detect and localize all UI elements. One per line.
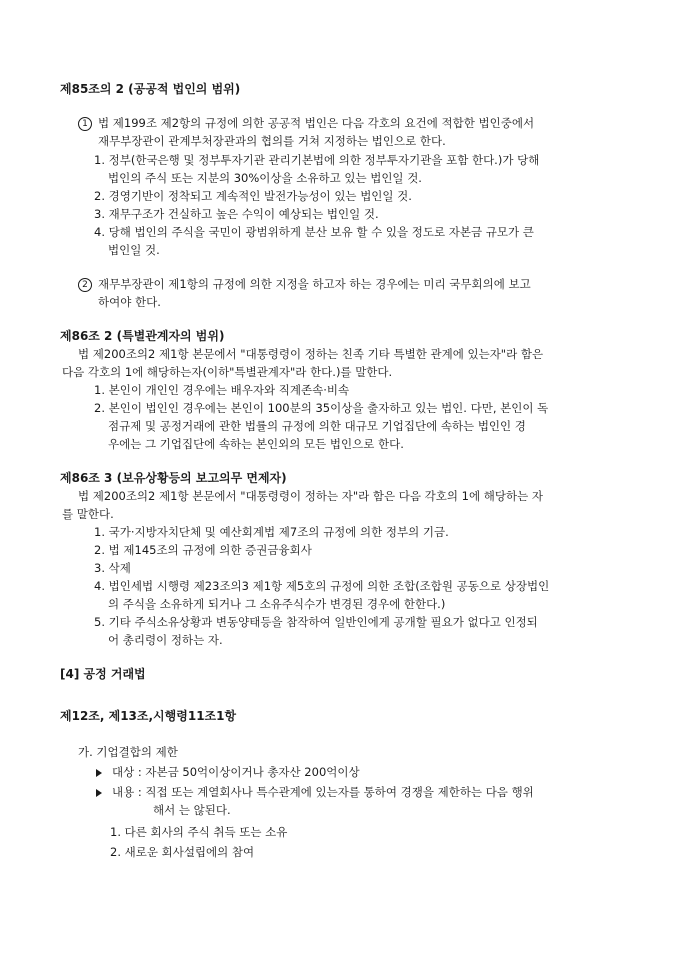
circled-number-2: 2 bbox=[78, 278, 92, 292]
list-item-1-cont: 법인의 주식 또는 지분의 30%이상을 소유하고 있는 법인일 것. bbox=[108, 171, 422, 185]
list-item-4-cont: 법인일 것. bbox=[108, 243, 160, 257]
list-item-3: 3. 재무구조가 건실하고 높은 수익이 예상되는 법인일 것. bbox=[94, 207, 379, 221]
list-item-1: 1. 본인이 개인인 경우에는 배우자와 직계존속·비속 bbox=[94, 383, 350, 397]
article-86-3-title: 제86조 3 (보유상황등의 보고의무 면제자) bbox=[60, 471, 287, 485]
paragraph-2-cont: 하여야 한다. bbox=[98, 295, 161, 309]
list-item-4: 4. 당해 법인의 주식을 국민이 광범위하게 분산 보유 할 수 있을 정도로 자본금 규모가 큰 bbox=[94, 225, 534, 239]
paragraph-1-cont: 재무부장관이 관계부처장관과의 협의를 거쳐 지정하는 법인으로 한다. bbox=[98, 134, 446, 148]
list-item-2: 2. 경영기반이 정착되고 계속적인 발전가능성이 있는 법인일 것. bbox=[94, 189, 412, 203]
numbered-item-2: 2. 새로운 회사설립에의 참여 bbox=[110, 845, 255, 859]
paragraph-1: 1 법 제199조 제2항의 규정에 의한 공공적 법인은 다음 각호의 요건에 적합한 법인중에서 bbox=[78, 114, 534, 132]
triangle-bullet-icon bbox=[96, 769, 102, 777]
list-item-2: 2. 본인이 법인인 경우에는 본인이 100분의 35이상을 출자하고 있는 법인. 다만, 본인이 독 bbox=[94, 401, 549, 415]
list-item-2-cont: 점규제 및 공정거래에 관한 법률의 규정에 의한 대규모 기업집단에 속하는 법인인 경 bbox=[108, 419, 526, 433]
list-item-4-cont: 의 주식을 소유하게 되거나 그 소유주식수가 변경된 경우에 한한다.) bbox=[108, 597, 446, 611]
list-item-2-cont: 우에는 그 기업집단에 속하는 본인외의 모든 법인으로 한다. bbox=[108, 437, 404, 451]
numbered-item-1: 1. 다른 회사의 주식 취득 또는 소유 bbox=[110, 825, 288, 839]
list-item-5-cont: 어 총리령이 정하는 자. bbox=[108, 633, 223, 647]
bullet-item-2-cont: 해서 는 않된다. bbox=[153, 803, 231, 817]
article-86-3-line-2: 를 말한다. bbox=[62, 507, 114, 521]
article-85-2-title: 제85조의 2 (공공적 법인의 범위) bbox=[60, 82, 241, 96]
article-86-3-line-1: 법 제200조의2 제1항 본문에서 "대통령령이 정하는 자"라 함은 다음 각호의 1에 해당하는 자 bbox=[78, 489, 543, 503]
list-item-2: 2. 법 제145조의 규정에 의한 증권금융회사 bbox=[94, 543, 312, 557]
triangle-bullet-icon bbox=[96, 789, 102, 797]
circled-number-1: 1 bbox=[78, 117, 92, 131]
list-item-4: 4. 법인세법 시행령 제23조의3 제1항 제5호의 규정에 의한 조합(조합원 공동으로 상장법인 bbox=[94, 579, 550, 593]
list-item-3: 3. 삭제 bbox=[94, 561, 131, 575]
subsection-heading: 가. 기업결합의 제한 bbox=[78, 745, 178, 759]
article-86-2-line-2: 다음 각호의 1에 해당하는자(이하"특별관계자"라 한다.)를 말한다. bbox=[62, 365, 393, 379]
list-item-1: 1. 정부(한국은행 및 정부투자기관 관리기본법에 의한 정부투자기관을 포함 한다.)가 당해 bbox=[94, 153, 540, 167]
list-item-1: 1. 국가·지방자치단체 및 예산회계법 제7조의 규정에 의한 정부의 기금. bbox=[94, 525, 449, 539]
list-item-5: 5. 기타 주식소유상황과 변동양태등을 참작하여 일반인에게 공개할 필요가 없다고 인정되 bbox=[94, 615, 538, 629]
paragraph-2: 2 재무부장관이 제1항의 규정에 의한 지정을 하고자 하는 경우에는 미리 국무회의에 보고 bbox=[78, 275, 531, 293]
section-4-title: [4] 공정 거래법 bbox=[60, 667, 146, 681]
bullet-item-2: 내용 : 직접 또는 계열회사나 특수관계에 있는자를 통하여 경쟁을 제한하는 다음 행위 bbox=[96, 783, 534, 801]
article-12-title: 제12조, 제13조,시행령11조1항 bbox=[60, 709, 237, 723]
bullet-item-1: 대상 : 자본금 50억이상이거나 총자산 200억이상 bbox=[96, 763, 360, 781]
article-86-2-title: 제86조 2 (특별관계자의 범위) bbox=[60, 329, 225, 343]
article-86-2-line-1: 법 제200조의2 제1항 본문에서 "대통령령이 정하는 친족 기타 특별한 관계에 있는자"라 함은 bbox=[78, 347, 544, 361]
